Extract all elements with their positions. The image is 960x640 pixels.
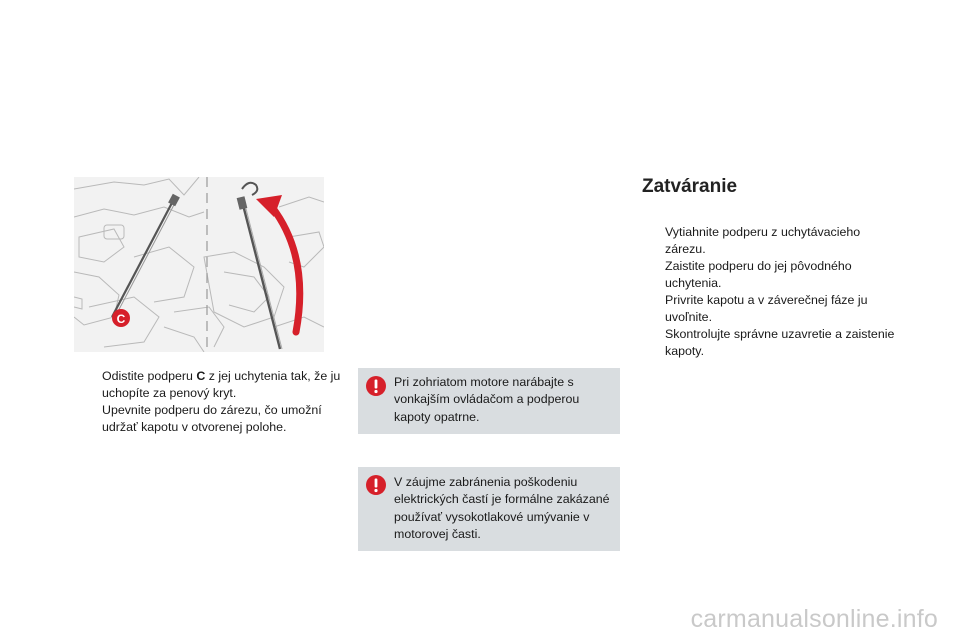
warning-text: Pri zohriatom motore narábajte s vonkajším ovládačom a podperou kapoty opatrne. xyxy=(394,375,580,424)
step-text: Skontrolujte správne uzavretie a zaistenie kapoty. xyxy=(665,327,895,358)
step-text: Vytiahnite podperu z uchytávacieho zárezu. xyxy=(665,225,861,256)
list-item xyxy=(80,368,342,402)
callout-letter: C xyxy=(116,312,126,326)
warning-text: V záujme zabránenia poškodeniu elektrických častí je formálne zakázané používať vysokotlakové umývanie v motorovej časti. xyxy=(394,475,610,541)
warning-box xyxy=(358,368,620,434)
hood-prop-illustration xyxy=(74,177,324,352)
warning-icon xyxy=(366,376,386,396)
step-text: Privrite kapotu a v záverečnej fáze ju uvoľnite. xyxy=(665,293,868,324)
instruction-text: z jej uchytenia tak, že ju uchopíte za penový kryt. xyxy=(102,369,341,400)
warning-icon xyxy=(366,475,386,495)
step-text: Zaistite podperu do jej pôvodného uchytenia. xyxy=(665,259,852,290)
list-item xyxy=(643,292,903,326)
part-label: C xyxy=(196,369,206,383)
instruction-text: Odistite podperu xyxy=(102,369,197,383)
list-item xyxy=(643,258,903,292)
instruction-text: Upevnite podperu do zárezu, čo umožní udržať kapotu v otvorenej polohe. xyxy=(102,403,322,434)
list-item xyxy=(643,326,903,360)
closing-steps-list xyxy=(643,224,903,360)
warning-box xyxy=(358,467,620,551)
watermark: carmanualsonline.info xyxy=(690,605,938,633)
list-item xyxy=(80,402,342,436)
section-title: Zatváranie xyxy=(642,176,738,197)
callout-c xyxy=(112,309,130,327)
list-item xyxy=(643,224,903,258)
open-instructions-list xyxy=(80,368,342,436)
